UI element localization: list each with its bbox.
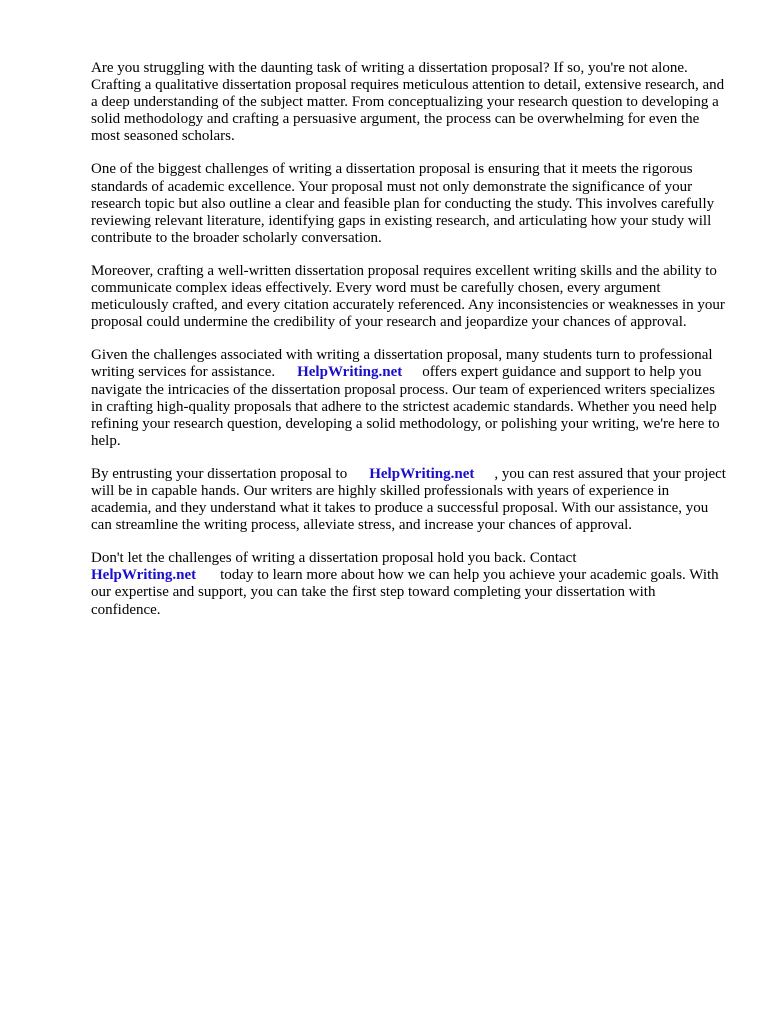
helpwriting-link[interactable]: HelpWriting.net [369,465,475,482]
paragraph-services-text-after: offers expert guidance and support to help you navigate the intricacies of the dissertation proposal process. Our team of experienced writers specializes in crafting high-quality proposals that adhere to the strictest academic standards. Whether you need help refining your research question, developing a solid methodology, or polishing your writing, we're here to help. [91,364,720,449]
paragraph-contact [91,550,726,618]
helpwriting-link[interactable]: HelpWriting.net [91,567,197,584]
paragraph-contact-text-after: today to learn more about how we can help you achieve your academic goals. With our expertise and support, you can take the first step toward completing your dissertation with confidence. [91,567,719,618]
paragraph-services [91,347,726,450]
paragraph-contact-text-before: Don't let the challenges of writing a dissertation proposal hold you back. Contact [91,550,577,567]
paragraph-services-text-before: Given the challenges associated with writing a dissertation proposal, many students turn to professional writing services for assistance. [91,347,713,381]
paragraph-challenges: One of the biggest challenges of writing a dissertation proposal is ensuring that it meets the rigorous standards of academic excellence. Your proposal must not only demonstrate the significance of your research topic but also outline a clear and feasible plan for conducting the study. This involves carefully reviewing relevant literature, identifying gaps in existing research, and articulating how your study will contribute to the broader scholarly conversation. [91,161,715,246]
helpwriting-link[interactable]: HelpWriting.net [297,364,403,381]
document-body [91,60,726,635]
paragraph-writing-skills: Moreover, crafting a well-written dissertation proposal requires excellent writing skills and the ability to communicate complex ideas effectively. Every word must be carefully chosen, every argument meticulously crafted, and every citation accurately referenced. Any inconsistencies or weaknesses in your proposal could undermine the credibility of your research and jeopardize your chances of approval. [91,262,725,331]
paragraph-entrusting-text-before: By entrusting your dissertation proposal to [91,465,348,482]
paragraph-intro: Are you struggling with the daunting task of writing a dissertation proposal? If so, you're not alone. Crafting a qualitative dissertation proposal requires meticulous attention to detail, extensive research, and a deep understanding of the subject matter. From conceptualizing your research question to developing a solid methodology and crafting a persuasive argument, the process can be overwhelming for even the most seasoned scholars. [91,60,725,145]
paragraph-entrusting-text-after: , you can rest assured that your project will be in capable hands. Our writers are highly skilled professionals with years of experience in academia, and they understand what it takes to produce a successful proposal. With our assistance, you can streamline the writing process, alleviate stress, and increase your chances of approval. [91,465,726,534]
paragraph-entrusting [91,466,726,534]
